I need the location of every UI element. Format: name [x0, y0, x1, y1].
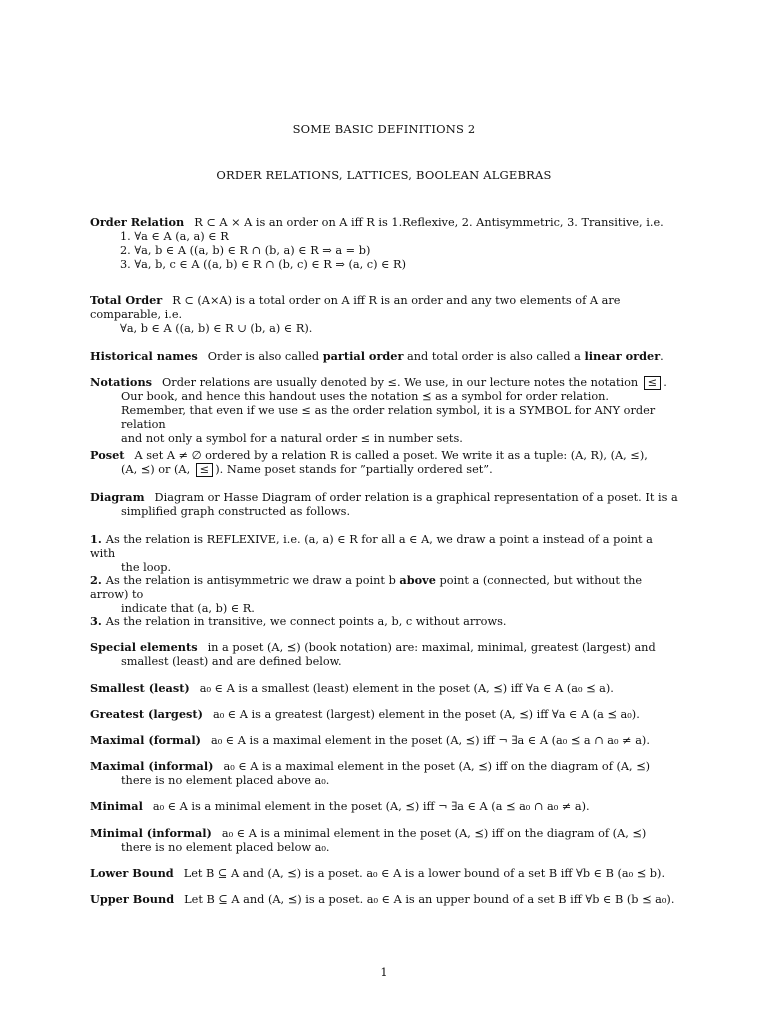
poset-line: A set A ≠ ∅ ordered by a relation R is called a poset. We write it as a tuple: (A, R), (A, ≤),: [134, 449, 648, 462]
term-lower-bound: Lower Bound: [90, 866, 174, 880]
poset-line: (A, ⪯) or (A,: [121, 463, 191, 476]
term-poset: Poset: [90, 448, 125, 462]
order-relation-text: R ⊂ A × A is an order on A iff R is 1.Reflexive, 2. Antisymmetric, 3. Transitive, i.e.: [194, 216, 664, 229]
step-text: As the relation is antisymmetric we draw a point b: [105, 574, 400, 587]
lower-bound-text: Let B ⊆ A and (A, ⪯) is a poset. a₀ ∈ A is a lower bound of a set B iff ∀b ∈ B (a₀ ⪯ b).: [183, 867, 666, 880]
step-bold-above: above: [399, 573, 436, 587]
maximal-informal-line: there is no element placed above a₀.: [121, 774, 330, 787]
step-number: 3.: [90, 614, 102, 628]
term-minimal-informal: Minimal (informal): [90, 826, 212, 840]
historical-linear-order: linear order: [584, 349, 661, 363]
poset-line: ). Name poset stands for ”partially ordered set”.: [215, 463, 493, 476]
diagram-line: Diagram or Hasse Diagram of order relation is a graphical representation of a poset. It is a: [154, 491, 678, 504]
def-special-elements: [90, 640, 678, 669]
term-maximal-formal: Maximal (formal): [90, 733, 201, 747]
term-special-elements: Special elements: [90, 640, 198, 654]
historical-partial-order: partial order: [322, 349, 404, 363]
maximal-formal-text: a₀ ∈ A is a maximal element in the poset (A, ⪯) iff ¬ ∃a ∈ A (a₀ ⪯ a ∩ a₀ ≠ a).: [210, 734, 650, 747]
def-poset: [90, 448, 678, 477]
notations-line: Our book, and hence this handout uses the notation ⪯ as a symbol for order relation.: [121, 390, 609, 403]
greatest-text: a₀ ∈ A is a greatest (largest) element in the poset (A, ⪯) iff ∀a ∈ A (a ⪯ a₀).: [212, 708, 640, 721]
special-line: smallest (least) and are defined below.: [121, 655, 342, 668]
boxed-symbol: ≤: [196, 463, 213, 477]
step-text: the loop.: [121, 561, 172, 574]
order-relation-item: 1. ∀a ∈ A (a, a) ∈ R: [120, 230, 229, 243]
document-title: SOME BASIC DEFINITIONS 2: [292, 122, 476, 136]
def-smallest: [90, 681, 678, 696]
term-diagram: Diagram: [90, 490, 145, 504]
def-greatest: [90, 707, 678, 722]
term-order-relation: Order Relation: [90, 215, 185, 229]
def-maximal-informal: [90, 759, 678, 788]
term-notations: Notations: [90, 375, 153, 389]
notations-line: .: [663, 376, 667, 389]
term-greatest: Greatest (largest): [90, 707, 203, 721]
historical-text: .: [660, 350, 664, 363]
term-minimal: Minimal: [90, 799, 143, 813]
def-notations: [90, 375, 678, 446]
special-line: in a poset (A, ⪯) (book notation) are: maximal, minimal, greatest (largest) and: [207, 641, 656, 654]
historical-text: and total order is also called a: [403, 350, 585, 363]
order-relation-item: 2. ∀a, b ∈ A ((a, b) ∈ R ∩ (b, a) ∈ R ⇒ a = b): [120, 244, 371, 257]
step-text: As the relation is REFLEXIVE, i.e. (a, a) ∈ R for all a ∈ A, we draw a point a instead of a point a with: [90, 533, 653, 560]
def-maximal-formal: [90, 733, 678, 748]
step-text: As the relation in transitive, we connect points a, b, c without arrows.: [105, 615, 507, 628]
minimal-informal-line: a₀ ∈ A is a minimal element in the poset (A, ⪯) iff on the diagram of (A, ⪯): [221, 827, 647, 840]
page-number: 1: [380, 966, 388, 979]
diagram-step-3: [90, 614, 678, 629]
def-lower-bound: [90, 866, 678, 881]
def-historical-names: [90, 349, 678, 364]
boxed-symbol: ≤: [644, 376, 661, 390]
def-minimal-informal: [90, 826, 678, 855]
def-total-order: [90, 293, 678, 336]
minimal-informal-line: there is no element placed below a₀.: [121, 841, 330, 854]
term-maximal-informal: Maximal (informal): [90, 759, 214, 773]
step-text: indicate that (a, b) ∈ R.: [121, 602, 255, 615]
document-subtitle: ORDER RELATIONS, LATTICES, BOOLEAN ALGEBRAS: [216, 168, 552, 182]
total-order-text: R ⊂ (A×A) is a total order on A iff R is an order and any two elements of A are comparable, i.e.: [90, 294, 621, 321]
notations-line: Remember, that even if we use ≤ as the order relation symbol, it is a SYMBOL for ANY order relation: [121, 404, 656, 431]
diagram-step-2: [90, 573, 678, 616]
term-upper-bound: Upper Bound: [90, 892, 175, 906]
upper-bound-text: Let B ⊆ A and (A, ⪯) is a poset. a₀ ∈ A is an upper bound of a set B iff ∀b ∈ B (b ⪯ a₀).: [184, 893, 675, 906]
smallest-text: a₀ ∈ A is a smallest (least) element in the poset (A, ⪯) iff ∀a ∈ A (a₀ ⪯ a).: [199, 682, 614, 695]
notations-line: and not only a symbol for a natural order ≤ in number sets.: [121, 432, 463, 445]
def-minimal: [90, 799, 678, 814]
def-diagram: [90, 490, 678, 519]
step-text: point a (connected, but without the arrow) to: [90, 574, 643, 601]
maximal-informal-line: a₀ ∈ A is a maximal element in the poset (A, ⪯) iff on the diagram of (A, ⪯): [223, 760, 651, 773]
minimal-text: a₀ ∈ A is a minimal element in the poset (A, ⪯) iff ¬ ∃a ∈ A (a ⪯ a₀ ∩ a₀ ≠ a).: [152, 800, 590, 813]
total-order-formula: ∀a, b ∈ A ((a, b) ∈ R ∪ (b, a) ∈ R).: [120, 322, 313, 335]
notations-line: Order relations are usually denoted by ≤. We use, in our lecture notes the notation: [162, 376, 639, 389]
step-number: 1.: [90, 532, 102, 546]
def-upper-bound: [90, 892, 678, 907]
term-smallest: Smallest (least): [90, 681, 190, 695]
def-order-relation: [90, 215, 678, 272]
historical-text: Order is also called: [207, 350, 323, 363]
order-relation-item: 3. ∀a, b, c ∈ A ((a, b) ∈ R ∩ (b, c) ∈ R ⇒ (a, c) ∈ R): [120, 258, 406, 271]
diagram-step-1: [90, 532, 678, 575]
term-historical-names: Historical names: [90, 349, 198, 363]
diagram-line: simplified graph constructed as follows.: [121, 505, 351, 518]
step-number: 2.: [90, 573, 102, 587]
term-total-order: Total Order: [90, 293, 163, 307]
